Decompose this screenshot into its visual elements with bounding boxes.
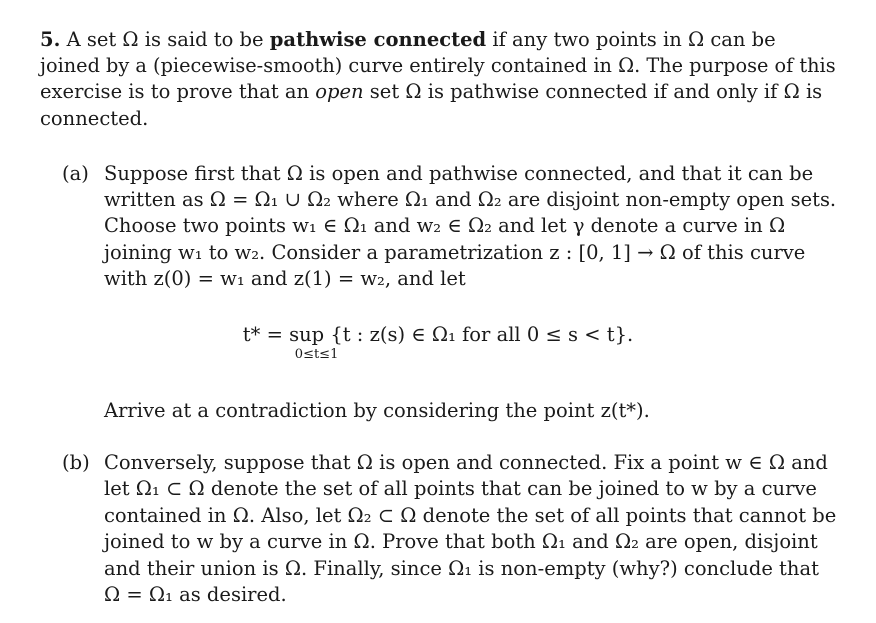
formula-subscript: 0≤t≤1: [294, 347, 339, 362]
intro-text-3b: set Ω is pathwise connected if and only if Ω is: [369, 80, 823, 103]
formula-main: t* = sup {t : z(s) ∈ Ω₁ for all 0 ≤ s < t}.: [242, 323, 634, 346]
part-b-line-1: Conversely, suppose that Ω is open and connected. Fix a point w ∈ Ω and: [104, 451, 828, 474]
intro-line-1: [40, 27, 776, 53]
part-a-label: (a): [62, 162, 89, 185]
defined-term: pathwise connected: [269, 28, 487, 51]
part-a-line-3: Choose two points w₁ ∈ Ω₁ and w₂ ∈ Ω₂ and let γ denote a curve in Ω: [104, 214, 786, 237]
display-formula: [0, 322, 876, 362]
intro-line-3: [40, 79, 822, 105]
emphasis-open: open: [315, 80, 364, 103]
part-a-line-2: written as Ω = Ω₁ ∪ Ω₂ where Ω₁ and Ω₂ are disjoint non-empty open sets.: [104, 188, 837, 211]
intro-text-1a: A set Ω is said to be: [66, 28, 264, 51]
problem-number: 5.: [40, 28, 61, 51]
part-b-line-4: joined to w by a curve in Ω. Prove that both Ω₁ and Ω₂ are open, disjoint: [104, 530, 818, 553]
part-b-line-3: contained in Ω. Also, let Ω₂ ⊂ Ω denote the set of all points that cannot be: [104, 504, 837, 527]
part-a-line-6: Arrive at a contradiction by considering the point z(t*).: [104, 399, 650, 422]
intro-line-4: connected.: [40, 107, 149, 130]
part-b-label: (b): [62, 451, 90, 474]
intro-text-1b: if any two points in Ω can be: [492, 28, 776, 51]
part-b-line-5: and their union is Ω. Finally, since Ω₁ is non-empty (why?) conclude that: [104, 557, 819, 580]
part-a-line-1: Suppose first that Ω is open and pathwise connected, and that it can be: [104, 162, 814, 185]
intro-text-3a: exercise is to prove that an: [40, 80, 310, 103]
intro-line-2: joined by a (piecewise-smooth) curve entirely contained in Ω. The purpose of this: [40, 54, 836, 77]
part-b-line-2: let Ω₁ ⊂ Ω denote the set of all points that can be joined to w by a curve: [104, 477, 817, 500]
part-a-line-4: joining w₁ to w₂. Consider a parametrization z : [0, 1] → Ω of this curve: [104, 241, 806, 264]
part-a-line-5: with z(0) = w₁ and z(1) = w₂, and let: [104, 267, 466, 290]
part-b-line-6: Ω = Ω₁ as desired.: [104, 583, 287, 606]
